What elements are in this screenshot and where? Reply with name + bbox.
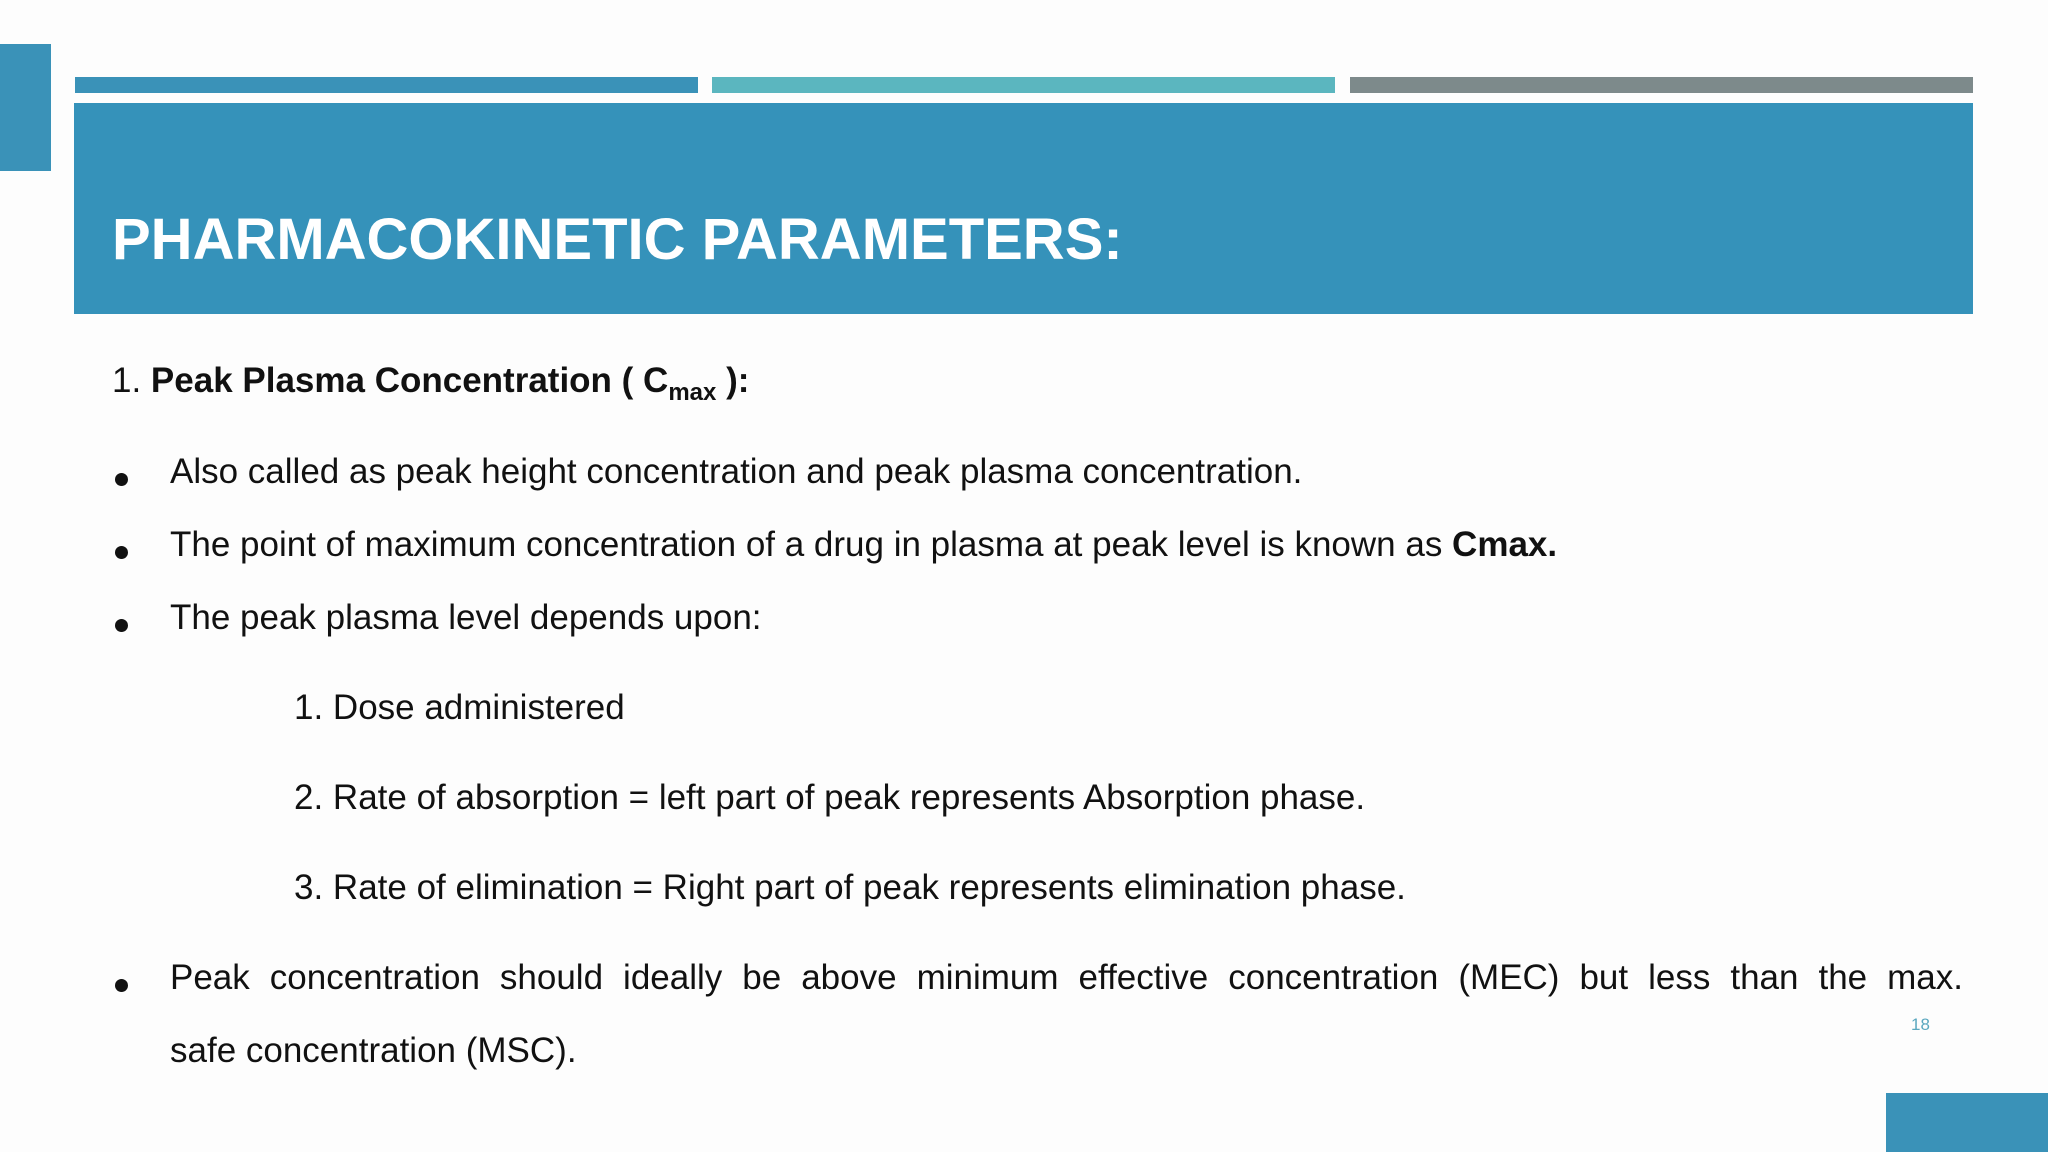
- numbered-sub-item: 3. Rate of elimination = Right part of peak represents elimination phase.: [294, 868, 1406, 907]
- top-bar-blue: [75, 77, 698, 93]
- corner-accent-right: [1886, 1093, 2048, 1152]
- numbered-sub-item: 1. Dose administered: [294, 688, 625, 727]
- bullet-dot: [115, 473, 128, 486]
- bullet-text-bold: Cmax.: [1452, 525, 1558, 564]
- heading-number: 1.: [112, 361, 151, 400]
- section-heading: [112, 361, 749, 407]
- top-bar-teal: [712, 77, 1335, 93]
- bullet-dot: [115, 546, 128, 559]
- slide-title: PHARMACOKINETIC PARAMETERS:: [112, 207, 1123, 272]
- top-bar-gray: [1350, 77, 1973, 93]
- heading-subscript: max: [668, 379, 717, 406]
- bullet-text: [170, 525, 1557, 565]
- numbered-sub-item: 2. Rate of absorption = left part of peak represents Absorption phase.: [294, 778, 1366, 817]
- bullet-dot: [115, 619, 128, 632]
- bullet-text-plain: The point of maximum concentration of a drug in plasma at peak level is known as: [170, 525, 1453, 564]
- bullet-text: Also called as peak height concentration and peak plasma concentration.: [170, 452, 1303, 491]
- bullet-dot: [115, 979, 128, 992]
- corner-accent-left: [0, 44, 51, 171]
- bullet-text: The peak plasma level depends upon:: [170, 598, 762, 637]
- bullet-text-line1: Peak concentration should ideally be above minimum effective concentration (MEC) but less than the max.: [170, 958, 1963, 997]
- bullet-text-line2: safe concentration (MSC).: [170, 1031, 577, 1070]
- page-number: 18: [1911, 1015, 1930, 1034]
- heading-label: Peak Plasma Concentration ( C: [150, 361, 669, 400]
- heading-suffix: ):: [716, 361, 750, 400]
